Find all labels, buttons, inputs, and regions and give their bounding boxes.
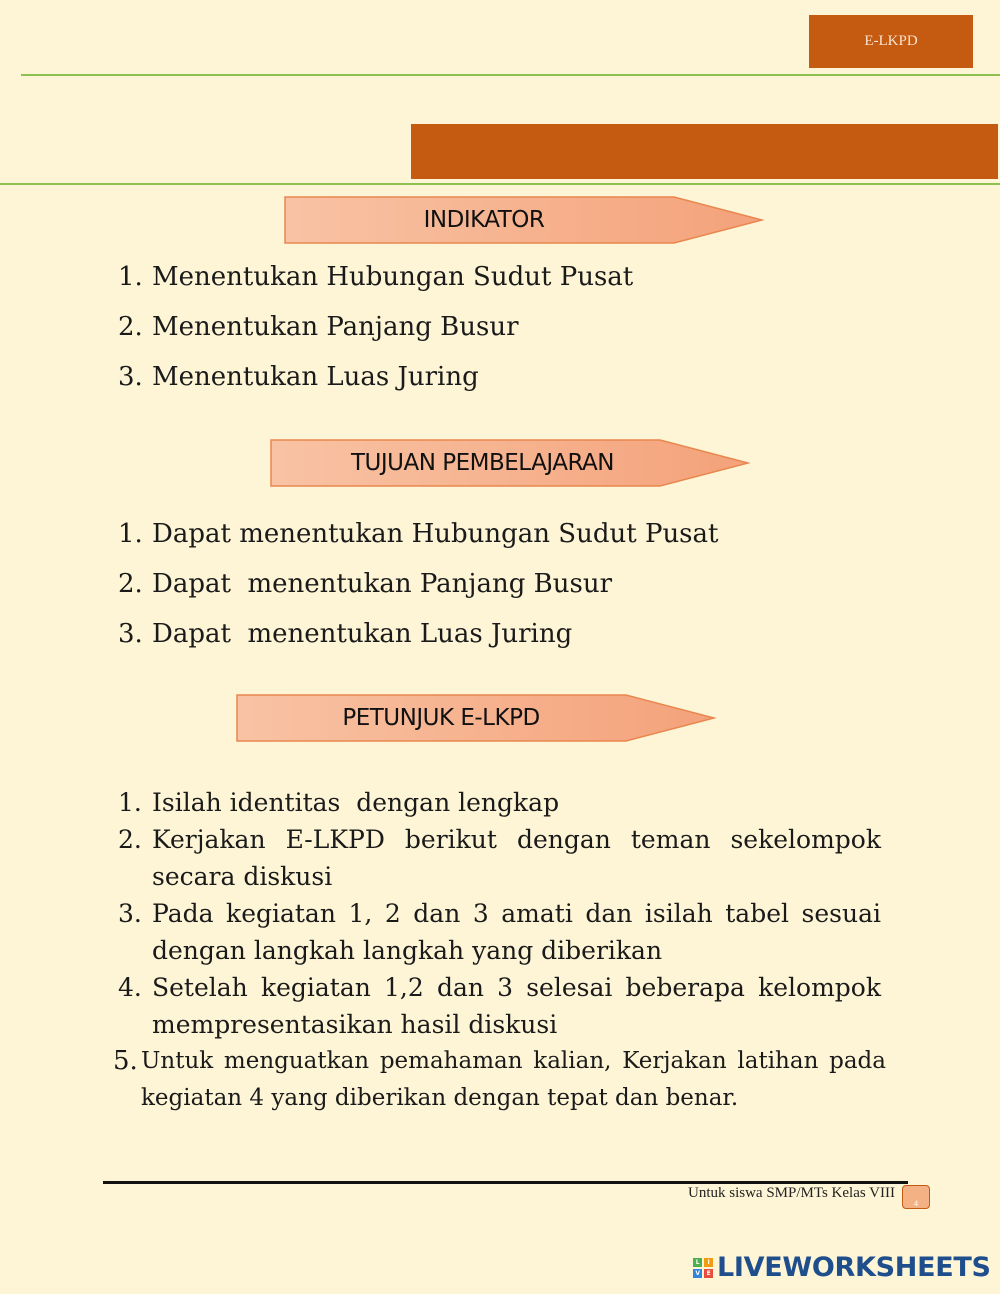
footer-divider [103,1181,908,1184]
list-item: 2. Dapat menentukan Panjang Busur [118,569,613,599]
page-number-label: 4 [914,1199,918,1208]
indikator-list [118,262,878,412]
footer-text: Untuk siswa SMP/MTs Kelas VIII [687,1185,895,1201]
petunjuk-list [113,784,886,1117]
indikator-title: INDIKATOR [423,207,545,233]
indikator-arrow-banner [284,196,764,244]
title-band [411,124,998,179]
list-item: 5. Untuk menguatkan pemahaman kalian, Kerjakan latihan pada kegiatan 4 yang diberikan dengan tepat dan benar. [113,1046,886,1111]
list-item: 1. Dapat menentukan Hubungan Sudut Pusat [118,519,719,549]
petunjuk-arrow-banner [236,694,716,742]
list-item: 3. Menentukan Luas Juring [118,362,479,392]
liveworksheets-grid-icon: L I V E [693,1258,713,1278]
tujuan-list [118,519,878,669]
header-badge-label: E-LKPD [864,33,918,49]
page-number [902,1185,930,1209]
header-divider-bottom [0,183,1000,185]
header-divider-top [21,74,1000,76]
liveworksheets-logo [693,1252,991,1283]
list-item: 1. Isilah identitas dengan lengkap [118,788,560,817]
list-item: 4. Setelah kegiatan 1,2 dan 3 selesai beberapa kelompok mempresentasikan hasil diskusi [118,973,881,1039]
liveworksheets-brand: LIVEWORKSHEETS [717,1252,991,1283]
petunjuk-title: PETUNJUK E-LKPD [342,705,540,731]
list-item: 2. Menentukan Panjang Busur [118,312,519,342]
tujuan-arrow-banner [270,439,750,487]
list-item: 3. Pada kegiatan 1, 2 dan 3 amati dan isilah tabel sesuai dengan langkah langkah yang diberikan [118,899,881,965]
header-badge [809,15,973,68]
list-item: 1. Menentukan Hubungan Sudut Pusat [118,262,634,292]
list-item: 3. Dapat menentukan Luas Juring [118,619,573,649]
list-item: 2. Kerjakan E-LKPD berikut dengan teman sekelompok secara diskusi [118,825,881,891]
tujuan-title: TUJUAN PEMBELAJARAN [351,450,614,476]
